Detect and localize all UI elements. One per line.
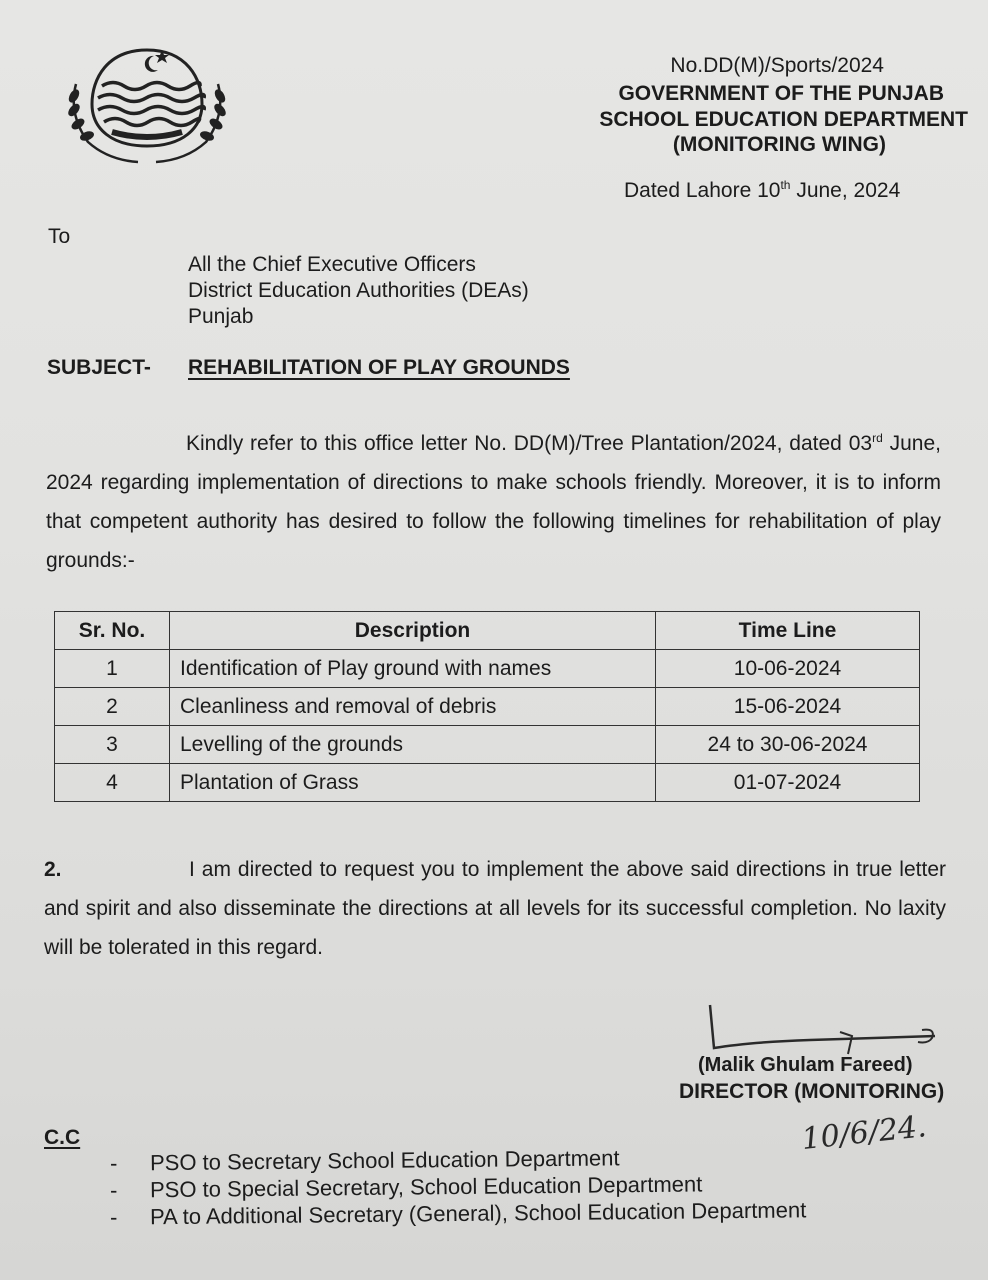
table-cell: Plantation of Grass — [170, 764, 656, 802]
handwritten-signature — [690, 1000, 950, 1060]
to-label: To — [48, 225, 71, 248]
table-cell: 24 to 30-06-2024 — [656, 726, 920, 764]
table-row — [55, 688, 920, 726]
cc-list — [109, 1145, 807, 1230]
table-cell: 01-07-2024 — [656, 764, 920, 802]
addressee-line: All the Chief Executive Officers — [188, 253, 476, 276]
column-header: Sr. No. — [55, 612, 170, 650]
table-cell: Levelling of the grounds — [170, 726, 656, 764]
table-cell: 1 — [55, 650, 170, 688]
table-cell: 15-06-2024 — [656, 688, 920, 726]
subject-label: SUBJECT- — [47, 356, 151, 379]
table-header-row — [55, 612, 920, 650]
list-item: - PSO to Secretary School Education Department — [109, 1145, 620, 1176]
paragraph-1: Kindly refer to this office letter No. DD(M)/Tree Plantation/2024, dated 03rd June, 2024 regarding implementation of directions to make schools friendly. Moreover, it is to inform that competent authority has desired to follow the following timelines for rehabilitation of play grounds:- — [46, 431, 941, 572]
signatory-title: DIRECTOR (MONITORING) — [679, 1080, 945, 1103]
table-row — [55, 650, 920, 688]
department-name: SCHOOL EDUCATION DEPARTMENT — [599, 108, 968, 131]
table-cell: Cleanliness and removal of debris — [170, 688, 656, 726]
table-row — [55, 726, 920, 764]
table-cell: 3 — [55, 726, 170, 764]
addressee-line: District Education Authorities (DEAs) — [188, 279, 529, 302]
column-header: Time Line — [656, 612, 920, 650]
table-cell: 2 — [55, 688, 170, 726]
table-cell: Identification of Play ground with names — [170, 650, 656, 688]
punjab-government-emblem-icon — [62, 34, 232, 164]
letter-date: Dated Lahore 10th June, 2024 — [624, 178, 901, 202]
svg-text:10/6/24.: 10/6/24. — [800, 1109, 929, 1158]
table-cell: 4 — [55, 764, 170, 802]
government-name: GOVERNMENT OF THE PUNJAB — [618, 82, 944, 105]
paragraph-number: 2. — [44, 858, 62, 881]
signatory-name: (Malik Ghulam Fareed) — [698, 1054, 913, 1076]
timeline-table — [54, 611, 920, 802]
subject-line — [47, 356, 570, 380]
letter-number: No.DD(M)/Sports/2024 — [670, 54, 884, 77]
list-item: - PA to Additional Secretary (General), School Education Department — [109, 1197, 807, 1230]
subject-title: REHABILITATION OF PLAY GROUNDS — [188, 356, 570, 379]
cc-label: C.C — [44, 1126, 81, 1149]
table-row — [55, 764, 920, 802]
paragraph-2: 2. I am directed to request you to implement the above said directions in true letter and spirit and also disseminate the directions at all levels for its successful completion. No laxity will be tolerated in this regard. — [44, 850, 946, 967]
wing-name: (MONITORING WING) — [672, 133, 886, 156]
table-cell: 10-06-2024 — [656, 650, 920, 688]
addressee-line: Punjab — [188, 305, 254, 328]
list-item: - PSO to Special Secretary, School Education Department — [109, 1171, 703, 1203]
addressee-block — [188, 252, 529, 330]
column-header: Description — [170, 612, 656, 650]
handwritten-date — [800, 1108, 950, 1158]
